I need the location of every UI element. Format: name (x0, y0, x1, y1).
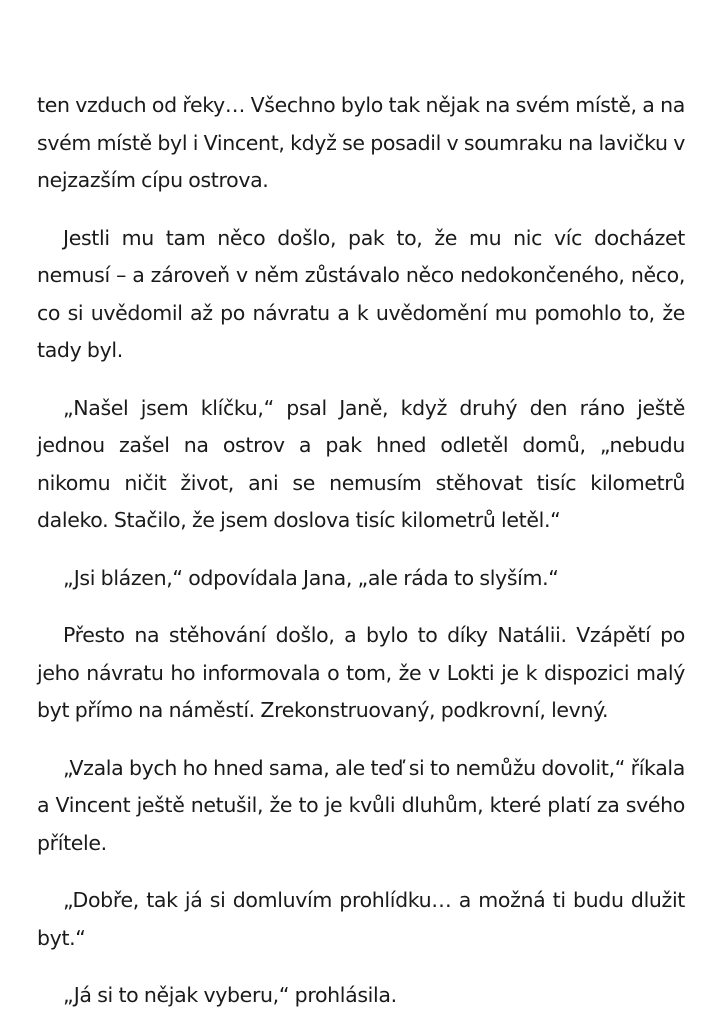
paragraph: Jestli mu tam něco došlo, pak to, že mu nic víc docházet nemusí – a zároveň v něm zůstávalo něco nedokončeného, něco, co si uvědomil až po návratu a k uvědomění mu pomohlo to, že tady byl. (37, 225, 685, 362)
paragraph: „Dobře, tak já si domluvím prohlídku… a možná ti budu dlužit byt.“ (37, 888, 685, 950)
paragraph: ten vzduch od řeky… Všechno bylo tak nějak na svém místě, a na svém místě byl i Vincent, když se posadil v soumraku na lavičku v nejzazším cípu ostrova. (37, 93, 685, 192)
paragraph: „Jsi blázen,“ odpovídala Jana, „ale ráda to slyším.“ (63, 565, 559, 590)
paragraph: Přesto na stěhování došlo, a bylo to díky Natálii. Vzápětí po jeho návratu ho informovala o tom, že v Lokti je k dispozici malý byt přímo na náměstí. Zrekonstruovaný, podkrovní, levný. (37, 623, 685, 722)
paragraph: „Našel jsem klíčku,“ psal Janě, když druhý den ráno ještě jednou zašel na ostrov a pak hned odletěl domů, „nebudu nikomu ničit život, ani se nemusím stěhovat tisíc kilometrů daleko. Stačilo, že jsem doslova tisíc kilometrů letěl.“ (37, 395, 685, 532)
paragraph: „Já si to nějak vyberu,“ prohlásila. (63, 983, 397, 1007)
document-page (37, 87, 685, 1035)
paragraph: „Vzala bych ho hned sama, ale teď si to nemůžu dovolit,“ říkala a Vincent ještě netušil, že to je kvůli dluhům, které platí za svého přítele. (37, 755, 685, 855)
